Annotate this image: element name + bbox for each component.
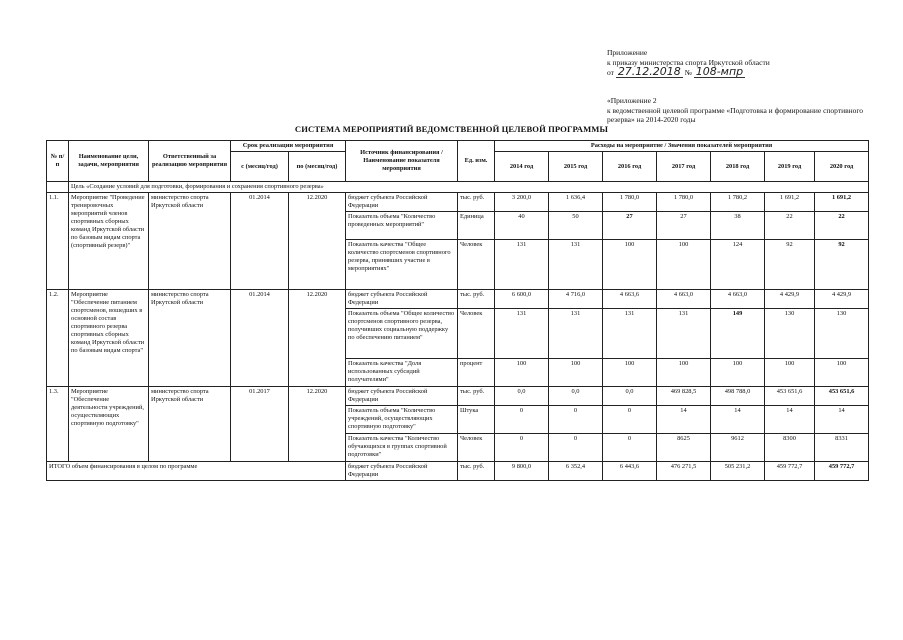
row-source: Показатель качества "Доля использованных субсидий получателями" [346,359,458,387]
row-to: 12.2020 [289,290,346,387]
value-cell: 0 [603,406,657,434]
document-title: СИСТЕМА МЕРОПРИЯТИЙ ВЕДОМСТВЕННОЙ ЦЕЛЕВОЙ ПРОГРАММЫ [294,124,609,134]
value-cell: 453 651,6 [815,387,869,406]
row-from: 01.2014 [231,290,289,387]
row-source: бюджет субъекта Российской Федерации [346,387,458,406]
value-cell: 6 600,0 [495,290,549,309]
value-cell: 1 691,2 [815,193,869,212]
row-source: Показатель качества "Общее количество спортсменов спортивного резерва, принявших участие в мероприятиях" [346,240,458,290]
header-name: Наименование цели, задачи, мероприятия [69,141,149,182]
handwritten-number: 108-мпр [695,65,744,78]
value-cell: 130 [765,309,815,359]
header-source: Источник финансирования / Наименование показателя мероприятия [346,141,458,182]
table-row [47,290,869,309]
value-cell: 0 [549,406,603,434]
row-name: Мероприятие "Проведение тренировочных мероприятий членов спортивных сборных команд Иркутской области по базовым видам спорта (спортивный резерв)" [69,193,149,290]
goal-spacer [47,182,69,193]
header-year: 2016 год [603,152,657,182]
table-row [47,387,869,406]
value-cell: 131 [495,309,549,359]
table-row [47,193,869,212]
value-cell: 100 [657,359,711,387]
total-value: 505 231,2 [711,462,765,481]
value-cell: 8300 [765,434,815,462]
total-value: 459 772,7 [765,462,815,481]
row-unit: процент [458,359,495,387]
row-unit: Человек [458,240,495,290]
value-cell: 100 [711,359,765,387]
header-term-to: по (месяц/год) [289,152,346,182]
header-responsible: Ответственный за реализацию мероприятия [149,141,231,182]
goal-text: Цель «Создание условий для подготовки, формирования и сохранения спортивного резерва» [69,182,869,193]
value-cell: 1 780,2 [711,193,765,212]
value-cell: 9612 [711,434,765,462]
row-source: Показатель объема "Количество проведенных мероприятий" [346,212,458,240]
header-year: 2018 год [711,152,765,182]
value-cell: 100 [815,359,869,387]
value-cell: 50 [549,212,603,240]
measures-table [46,140,869,481]
header-year: 2017 год [657,152,711,182]
value-cell: 27 [603,212,657,240]
value-cell: 131 [549,240,603,290]
value-cell: 0 [549,434,603,462]
row-to: 12.2020 [289,387,346,462]
row-num: 1.3. [47,387,69,462]
value-cell: 4 663,0 [711,290,765,309]
value-cell: 100 [495,359,549,387]
row-source: Показатель объема "Количество учреждений, осуществляющих спортивную подготовку" [346,406,458,434]
row-from: 01.2014 [231,193,289,290]
value-cell: 0 [603,434,657,462]
value-cell: 124 [711,240,765,290]
value-cell: 14 [765,406,815,434]
value-cell: 1 691,2 [765,193,815,212]
header-term-from: с (месяц/год) [231,152,289,182]
value-cell: 0 [495,434,549,462]
row-name: Мероприятие "Обеспечение питанием спортсменов, вошедших в основной состав спортивного резерва спортивных сборных команд Иркутской области по базовым видам спорта" [69,290,149,387]
total-value: 6 352,4 [549,462,603,481]
value-cell: 4 429,9 [815,290,869,309]
total-unit: тыс. руб. [458,462,495,481]
value-cell: 8625 [657,434,711,462]
value-cell: 38 [711,212,765,240]
value-cell: 4 429,9 [765,290,815,309]
row-responsible: министерство спорта Иркутской области [149,387,231,462]
value-cell: 131 [495,240,549,290]
row-unit: Штука [458,406,495,434]
total-value: 476 271,5 [657,462,711,481]
appendix-block [607,48,887,78]
appendix2-block [607,96,892,125]
value-cell: 0,0 [549,387,603,406]
value-cell: 453 651,6 [765,387,815,406]
row-unit: Человек [458,434,495,462]
header-term: Срок реализации мероприятия [231,141,346,152]
row-name: Мероприятие "Обеспечение деятельности учреждений, осуществляющих спортивную подготовку" [69,387,149,462]
value-cell: 14 [815,406,869,434]
value-cell: 4 663,0 [657,290,711,309]
value-cell: 1 780,0 [603,193,657,212]
row-unit: тыс. руб. [458,387,495,406]
row-source: Показатель качества "Количество обучающихся в группах спортивной подготовки" [346,434,458,462]
header-costs: Расходы на мероприятие / Значения показателей мероприятия [495,141,869,152]
total-row [47,462,869,481]
value-cell: 22 [815,212,869,240]
value-cell: 100 [657,240,711,290]
appendix2-line2: к ведомственной целевой программе «Подготовка и формирование спортивного [607,105,864,115]
row-to: 12.2020 [289,193,346,290]
goal-row [47,182,869,193]
header-num: № п/п [47,141,69,182]
value-cell: 131 [657,309,711,359]
value-cell: 100 [549,359,603,387]
value-cell: 1 780,0 [657,193,711,212]
value-cell: 3 200,0 [495,193,549,212]
row-source: бюджет субъекта Российской Федерации [346,290,458,309]
value-cell: 131 [603,309,657,359]
value-cell: 8331 [815,434,869,462]
number-label: № [684,68,692,77]
value-cell: 100 [765,359,815,387]
header-unit: Ед. изм. [458,141,495,182]
value-cell: 0 [495,406,549,434]
row-unit: Человек [458,309,495,359]
header-year: 2019 год [765,152,815,182]
header-year: 2015 год [549,152,603,182]
row-num: 1.1. [47,193,69,290]
value-cell: 100 [603,359,657,387]
value-cell: 131 [549,309,603,359]
value-cell: 0,0 [603,387,657,406]
value-cell: 14 [657,406,711,434]
total-value: 9 800,0 [495,462,549,481]
total-value: 459 772,7 [815,462,869,481]
from-label: от [607,68,614,77]
total-label: ИТОГО объем финансирования в целом по программе [47,462,346,481]
appendix2-line3: резерва» на 2014-2020 годы [607,115,696,124]
value-cell: 27 [657,212,711,240]
appendix-line1: Приложение [607,48,648,57]
value-cell: 14 [711,406,765,434]
row-source: бюджет субъекта Российской Федерации [346,193,458,212]
value-cell: 100 [603,240,657,290]
value-cell: 0,0 [495,387,549,406]
total-value: 6 443,6 [603,462,657,481]
row-source: Показатель объема "Общее количество спортсменов спортивного резерва, получивших социальную поддержку по обеспечению питанием" [346,309,458,359]
value-cell: 40 [495,212,549,240]
handwritten-date: 27.12.2018 [617,65,681,78]
row-from: 01.2017 [231,387,289,462]
row-responsible: министерство спорта Иркутской области [149,290,231,387]
value-cell: 4 716,0 [549,290,603,309]
value-cell: 130 [815,309,869,359]
row-unit: тыс. руб. [458,290,495,309]
total-source: бюджет субъекта Российской Федерации [346,462,458,481]
row-unit: тыс. руб. [458,193,495,212]
value-cell: 149 [711,309,765,359]
value-cell: 498 788,0 [711,387,765,406]
value-cell: 1 636,4 [549,193,603,212]
appendix-date-line [607,67,887,78]
row-num: 1.2. [47,290,69,387]
appendix2-line1: «Приложение 2 [607,96,657,105]
header-year: 2020 год [815,152,869,182]
appendix-line2: к приказу министерства спорта Иркутской области [607,57,770,67]
value-cell: 92 [765,240,815,290]
value-cell: 92 [815,240,869,290]
value-cell: 4 663,6 [603,290,657,309]
header-year: 2014 год [495,152,549,182]
row-responsible: министерство спорта Иркутской области [149,193,231,290]
row-unit: Единица [458,212,495,240]
value-cell: 22 [765,212,815,240]
value-cell: 469 828,5 [657,387,711,406]
